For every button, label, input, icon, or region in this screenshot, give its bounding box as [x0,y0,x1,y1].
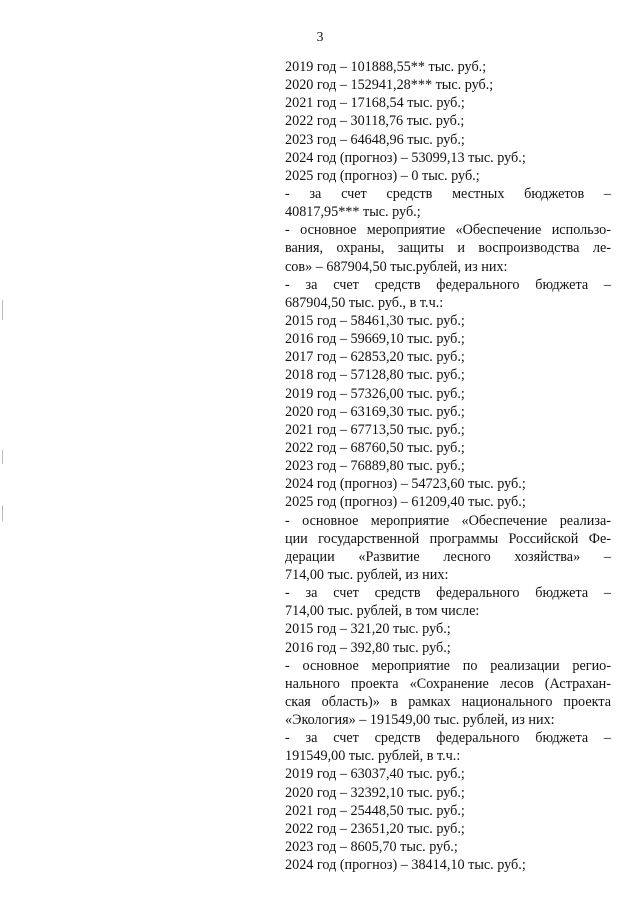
text-line: 714,00 тыс. рублей, из них: [285,566,449,583]
page-number: 3 [316,30,324,45]
scan-margin-mark [2,505,3,521]
text-line: нального проекта «Сохранение лесов (Астрахан- [285,675,611,692]
text-line: - за счет средств местных бюджетов – [285,185,611,202]
text-line: - за счет средств федерального бюджета – [285,585,611,602]
text-line: 2024 год (прогноз) – 38414,10 тыс. руб.; [285,857,526,874]
text-line: 2022 год – 68760,50 тыс. руб.; [285,439,465,456]
text-line: 2017 год – 62853,20 тыс. руб.; [285,349,465,366]
text-line: - за счет средств федерального бюджета – [285,276,611,293]
scan-margin-mark [2,300,3,320]
text-line: 687904,50 тыс. руб., в т.ч.: [285,294,444,311]
text-line: 2015 год – 321,20 тыс. руб.; [285,621,451,638]
text-line: 2016 год – 392,80 тыс. руб.; [285,639,451,656]
text-line: 2025 год (прогноз) – 0 тыс. руб.; [285,167,480,184]
text-line: 2023 год – 64648,96 тыс. руб.; [285,131,465,148]
text-line: 2023 год – 8605,70 тыс. руб.; [285,839,458,856]
text-line: ции государственной программы Российской Фе- [285,530,611,547]
text-line: 2021 год – 25448,50 тыс. руб.; [285,802,465,819]
text-line: вания, охраны, защиты и воспроизводства ле- [285,240,611,257]
text-line: 2018 год – 57128,80 тыс. руб.; [285,367,465,384]
text-line: 2021 год – 17168,54 тыс. руб.; [285,95,465,112]
text-line: 2020 год – 63169,30 тыс. руб.; [285,403,465,420]
text-line: 2016 год – 59669,10 тыс. руб.; [285,331,465,348]
scan-margin-mark [2,450,3,464]
text-line: - основное мероприятие «Обеспечение реализа- [285,512,611,529]
text-line: 2022 год – 30118,76 тыс. руб.; [285,113,465,130]
text-line: 40817,95*** тыс. руб.; [285,204,421,221]
text-line: 2020 год – 152941,28*** тыс. руб.; [285,77,494,94]
text-line: сов» – 687904,50 тыс.рублей, из них: [285,258,508,275]
text-line: ская область)» в рамках национального проекта [285,693,611,710]
text-line: 2020 год – 32392,10 тыс. руб.; [285,784,465,801]
text-line: дерации «Развитие лесного хозяйства» – [285,548,611,565]
text-line: - основное мероприятие по реализации регио- [285,657,611,674]
text-line: 2024 год (прогноз) – 53099,13 тыс. руб.; [285,149,526,166]
text-line: 714,00 тыс. рублей, в том числе: [285,603,480,620]
text-line: 2022 год – 23651,20 тыс. руб.; [285,820,465,837]
text-line: 2025 год (прогноз) – 61209,40 тыс. руб.; [285,494,526,511]
text-line: 2019 год – 57326,00 тыс. руб.; [285,385,465,402]
text-line: «Экология» – 191549,00 тыс. рублей, из них: [285,712,555,729]
text-line: 2015 год – 58461,30 тыс. руб.; [285,312,465,329]
text-line: - основное мероприятие «Обеспечение использо- [285,222,611,239]
text-line: 2023 год – 76889,80 тыс. руб.; [285,458,465,475]
text-line: 2024 год (прогноз) – 54723,60 тыс. руб.; [285,476,526,493]
text-line: 2019 год – 101888,55** тыс. руб.; [285,59,487,75]
document-body-text [285,58,611,874]
text-line: 191549,00 тыс. рублей, в т.ч.: [285,748,461,765]
text-line: - за счет средств федерального бюджета – [285,730,611,747]
text-line: 2019 год – 63037,40 тыс. руб.; [285,766,465,783]
text-line: 2021 год – 67713,50 тыс. руб.; [285,421,465,438]
